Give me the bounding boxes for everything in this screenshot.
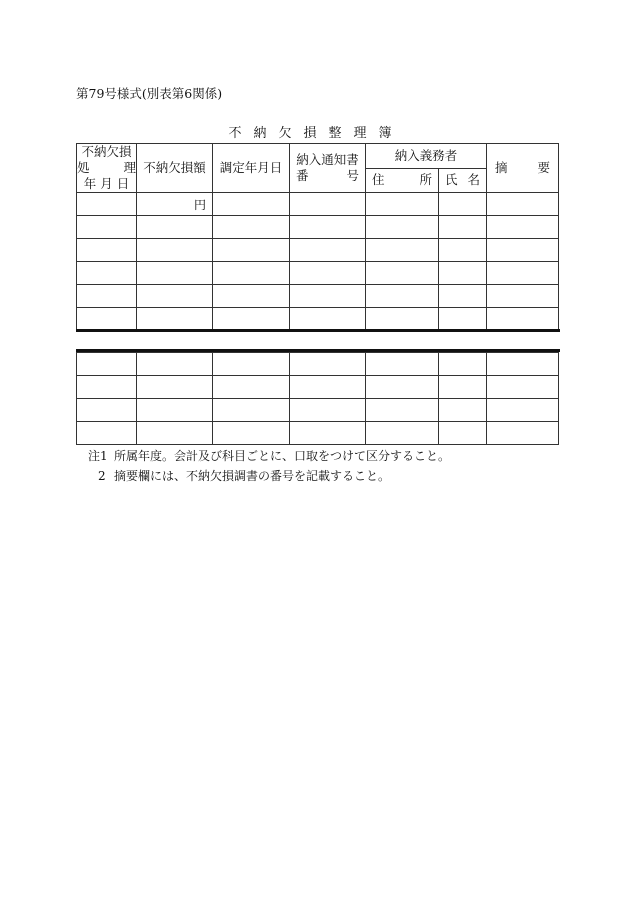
table-cell [213, 376, 290, 399]
header-loss-amount: 不納欠損額 [137, 144, 213, 193]
table-cell [213, 239, 290, 262]
header-address [366, 168, 439, 193]
table-cell [366, 376, 439, 399]
table-cell [213, 353, 290, 376]
table-cell [213, 193, 290, 216]
header-obligor: 納入義務者 [366, 144, 487, 169]
header-disposal-date-line1: 不納欠損 [81, 144, 132, 159]
note-number: 注1 [88, 449, 108, 463]
table-cell [213, 285, 290, 308]
note-item [88, 446, 450, 466]
table-row [77, 285, 559, 308]
table-cell [137, 216, 213, 239]
header-disposal-date-line3: 年 月 日 [83, 176, 130, 191]
page-title: 不納欠損整理簿 [228, 126, 404, 141]
header-assessment-date: 調定年月日 [213, 144, 290, 193]
table-cell [290, 399, 366, 422]
table-cell [213, 262, 290, 285]
table-cell [366, 353, 439, 376]
note-item [88, 466, 450, 486]
table-cell [439, 285, 487, 308]
ledger-table-lower [76, 352, 559, 445]
table-cell [213, 216, 290, 239]
table-cell [487, 262, 559, 285]
note-text: 所属年度。会計及び科目ごとに、口取をつけて区分すること。 [114, 449, 451, 463]
header-notice-number [290, 144, 366, 193]
table-cell [213, 308, 290, 331]
table-cell [290, 239, 366, 262]
table-cell [77, 376, 137, 399]
table-cell [290, 262, 366, 285]
table-cell [137, 376, 213, 399]
table-cell [487, 285, 559, 308]
header-disposal-date-char-b: 理 [123, 160, 136, 175]
table-cell [439, 308, 487, 331]
table-cell [290, 353, 366, 376]
table-row [77, 216, 559, 239]
table-cell [77, 239, 137, 262]
table-break-line-top [76, 329, 560, 332]
header-notice-number-char-b: 号 [346, 168, 359, 183]
table-cell [439, 239, 487, 262]
table-row [77, 193, 559, 216]
table-cell [290, 216, 366, 239]
table-cell [439, 353, 487, 376]
table-cell [77, 285, 137, 308]
table-cell [366, 285, 439, 308]
table-cell [137, 399, 213, 422]
table-cell [366, 262, 439, 285]
table-cell [77, 399, 137, 422]
table-cell [137, 308, 213, 331]
table-cell [487, 216, 559, 239]
note-number: 2 [98, 469, 106, 483]
table-cell [487, 308, 559, 331]
table-cell [137, 285, 213, 308]
table-cell [77, 193, 137, 216]
table-cell [77, 422, 137, 445]
table-cell [366, 239, 439, 262]
table-cell [290, 285, 366, 308]
table-cell [439, 262, 487, 285]
table-cell [487, 376, 559, 399]
table-cell [439, 376, 487, 399]
header-remarks-char-b: 要 [537, 160, 550, 175]
table-cell [77, 308, 137, 331]
note-text: 摘要欄には、不納欠損調書の番号を記載すること。 [114, 469, 391, 483]
table-cell [439, 193, 487, 216]
table-row [77, 399, 559, 422]
header-address-char-a: 住 [372, 172, 385, 188]
header-name-char-b: 名 [467, 172, 480, 188]
table-cell [439, 216, 487, 239]
header-remarks-char-a: 摘 [495, 160, 508, 175]
table-row [77, 262, 559, 285]
table-cell [487, 353, 559, 376]
ledger-table-upper [76, 143, 559, 331]
table-row [77, 308, 559, 331]
table-cell [439, 422, 487, 445]
header-address-char-b: 所 [419, 172, 432, 188]
table-cell [290, 422, 366, 445]
form-number: 第79号様式(別表第6関係) [76, 86, 223, 101]
table-cell [77, 262, 137, 285]
amount-unit-label: 円 [137, 193, 213, 216]
table-cell [487, 239, 559, 262]
table-cell [366, 216, 439, 239]
table-cell [137, 239, 213, 262]
table-cell [366, 422, 439, 445]
table-row [77, 422, 559, 445]
table-cell [290, 376, 366, 399]
table-cell [137, 353, 213, 376]
header-name [439, 168, 487, 193]
header-notice-number-line1: 納入通知書 [296, 152, 359, 167]
header-remarks [487, 144, 559, 193]
header-name-char-a: 氏 [445, 172, 458, 188]
table-cell [77, 353, 137, 376]
table-cell [213, 422, 290, 445]
notes [88, 446, 450, 486]
table-cell [213, 399, 290, 422]
table-cell [487, 193, 559, 216]
table-cell [366, 193, 439, 216]
table-cell [487, 422, 559, 445]
header-disposal-date-char-a: 処 [77, 160, 90, 175]
header-notice-number-char-a: 番 [296, 168, 309, 183]
header-disposal-date [77, 144, 137, 193]
table-row [77, 353, 559, 376]
table-cell [77, 216, 137, 239]
table-cell [290, 308, 366, 331]
table-cell [439, 399, 487, 422]
table-cell [137, 422, 213, 445]
table-cell [487, 399, 559, 422]
table-cell [137, 262, 213, 285]
table-cell [366, 399, 439, 422]
table-row [77, 239, 559, 262]
table-cell [366, 308, 439, 331]
table-row [77, 376, 559, 399]
table-cell [290, 193, 366, 216]
